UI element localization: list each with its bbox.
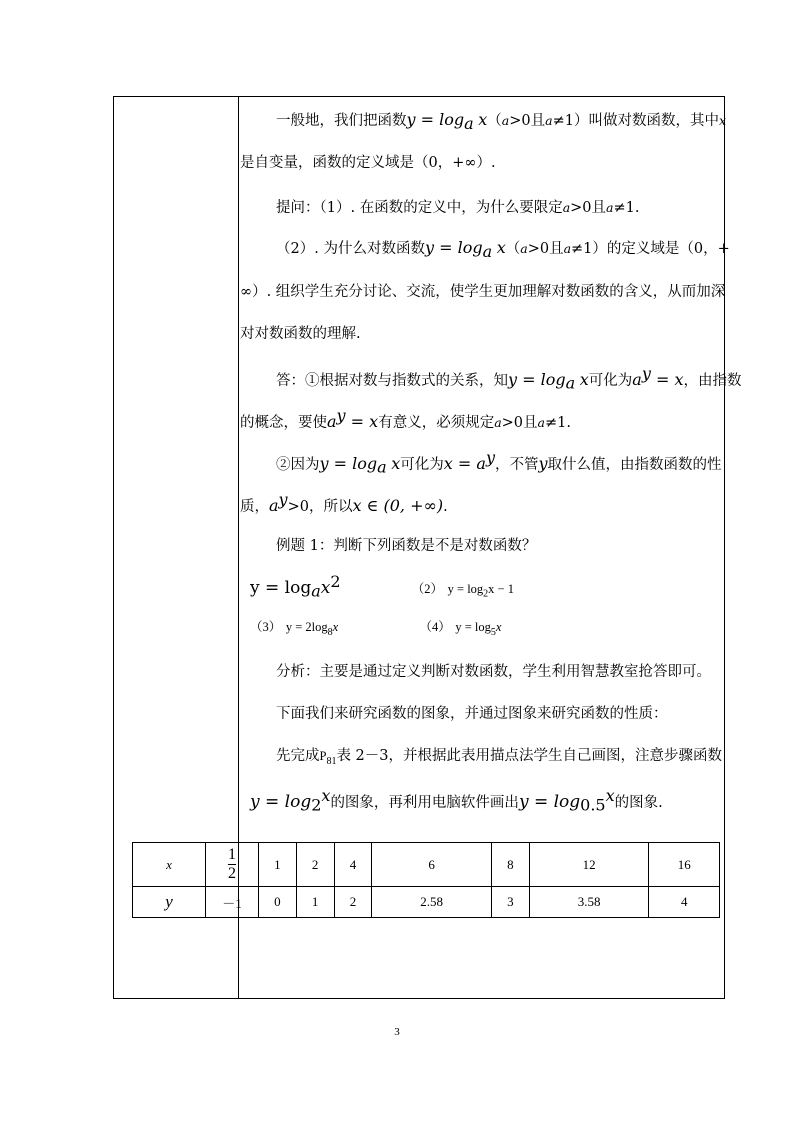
table-cell: 16 xyxy=(649,843,720,887)
value-table xyxy=(132,842,720,918)
table-cell: 2 xyxy=(296,843,334,887)
table-cell: 1 xyxy=(296,887,334,918)
question-2-line3: 对对数函数的理解. xyxy=(240,326,361,342)
table-cell-half xyxy=(206,843,259,887)
example-items-row2: （3） $y = 2\log_8x$ （4） $y = \log_5x$ xyxy=(250,620,502,638)
analysis-text: 分析：主要是通过定义判断对数函数，学生利用智慧教室抢答即可。 xyxy=(276,664,711,680)
answer-1-line2: 的概念，要使$a^y = x$有意义，必须规定a>0且a≠1. xyxy=(240,406,571,431)
answer-2-line1: ②因为$y = \log_a x$可化为$x = a^y$，不管y取什么值，由指数函数的性 xyxy=(276,448,722,477)
fraction-one-half: $\frac{1}{2}$ xyxy=(228,846,236,882)
table-cell: 8 xyxy=(492,843,530,887)
example-title: 例题 1：判断下列函数是不是对数函数？ xyxy=(276,538,537,554)
task-line2: $y = \log_2^x$的图象，再利用电脑软件画出$y = \log_{0.5}^x$的图象. xyxy=(250,786,663,815)
table-cell: 3 xyxy=(492,887,530,918)
table-cell: 4 xyxy=(334,843,372,887)
question-2-line1: （2）. 为什么对数函数$y = \log_a x(a>0$且a≠1）的定义域是（0，+ xyxy=(276,238,730,261)
table-label-y: y xyxy=(133,887,206,918)
table-cell: 1 xyxy=(259,843,297,887)
answer-1-line1: 答：①根据对数与指数式的关系，知$y = \log_a x$可化为$a^y = x$，由指数 xyxy=(276,364,742,393)
page-number: 3 xyxy=(394,1026,400,1038)
table-cell: 3.58 xyxy=(529,887,649,918)
table-cell: 4 xyxy=(649,887,720,918)
question-1: 提问：（1）. 在函数的定义中，为什么要限定a>0且a≠1. xyxy=(276,200,640,216)
table-row-y xyxy=(133,887,720,918)
table-cell: 2.58 xyxy=(372,887,492,918)
table-cell: 0 xyxy=(259,887,297,918)
table-cell: 12 xyxy=(529,843,649,887)
para1-line1: 一般地，我们把函数$y = \log_a x(a>0$且a≠1）叫做对数函数，其中x xyxy=(276,110,727,133)
table-row-x xyxy=(133,843,720,887)
example-items-row1: $y = \log_ax^2$ （2） $y = \log_2x - 1$ xyxy=(250,572,514,601)
table-cell: 2 xyxy=(334,887,372,918)
answer-2-line2: 质，$a^y>0$，所以x ∈ (0, +∞). xyxy=(240,490,448,515)
table-label-x: x xyxy=(133,843,206,887)
task-line1: 先完成$P_{81}$表 2－3，并根据此表用描点法学生自己画图，注意步骤函数 xyxy=(276,748,723,767)
question-2-line2: ∞）. 组织学生充分讨论、交流，使学生更加理解对数函数的含义，从而加深 xyxy=(240,284,726,300)
table-cell: －1 xyxy=(206,887,259,918)
para1-line2: 是自变量，函数的定义域是（0，+∞）. xyxy=(240,155,496,171)
table-cell: 6 xyxy=(372,843,492,887)
next-section-text: 下面我们来研究函数的图象，并通过图象来研究函数的性质： xyxy=(276,706,668,722)
